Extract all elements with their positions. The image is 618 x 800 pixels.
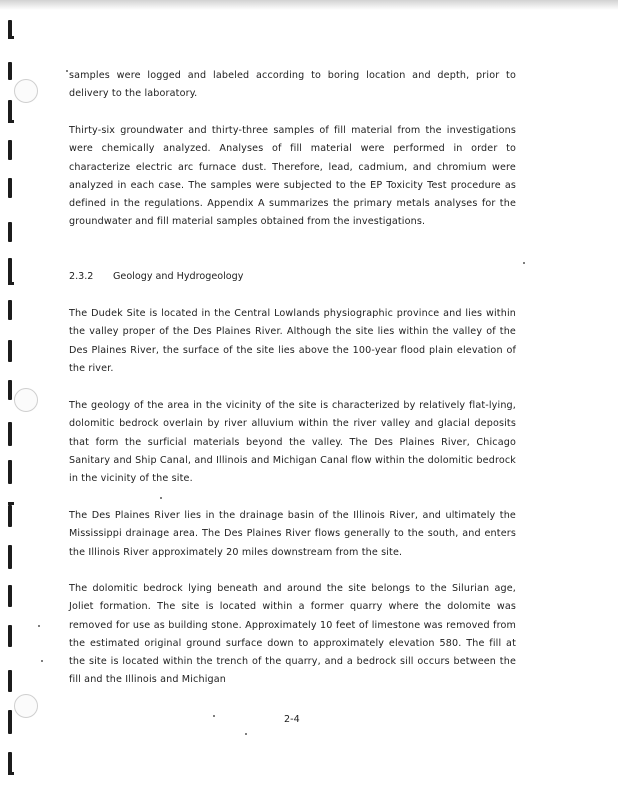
paragraph-sample-handling: samples were logged and labeled according to boring location and depth, prior to delivery to the laboratory. (69, 70, 516, 100)
binder-mark (8, 178, 12, 198)
binder-mark (8, 772, 14, 775)
punch-hole (14, 694, 38, 718)
binder-mark (8, 422, 12, 446)
page-number: 2-4 (284, 714, 300, 725)
binder-mark (8, 505, 12, 527)
binder-mark (8, 460, 12, 484)
binder-mark (8, 502, 14, 505)
scan-speck (245, 733, 247, 735)
binder-mark (8, 380, 12, 400)
binder-mark (8, 140, 12, 160)
binder-mark (8, 340, 12, 362)
paragraph-analyses: Thirty-six groundwater and thirty-three samples of fill material from the investigations were chemically analyzed. Analyses of fill material were performed in order to characterize electric arc furnace dust. Therefore, lead, cadmium, and chromium were analyzed in each case. The samples were subjected to the EP Toxicity Test procedure as defined in the regulations. Appendix A summarizes the primary metals analyses for the groundwater and fill material samples obtained from the investigations. (69, 125, 516, 228)
paragraph-bedrock: The dolomitic bedrock lying beneath and around the site belongs to the Silurian age, Joliet formation. The site is located within a former quarry where the dolomite was removed for use as building stone. Approximately 10 feet of limestone was removed from the estimated original ground surface down to approximately elevation 580. The fill at the site is located within the trench of the quarry, and a bedrock sill occurs between the fill and the Illinois and Michigan (69, 583, 516, 686)
scan-speck (523, 262, 525, 264)
section-heading (69, 268, 243, 286)
scan-edge-shadow (0, 0, 618, 10)
binder-mark (8, 222, 12, 242)
binder-mark (8, 120, 14, 123)
section-number: 2.3.2 (69, 271, 94, 282)
scan-speck (41, 660, 43, 662)
binder-mark (8, 625, 12, 647)
paragraph-drainage: The Des Plaines River lies in the drainage basin of the Illinois River, and ultimately the Mississippi drainage area. The Des Plaines River flows generally to the south, and enters the Illinois River approximately 20 miles downstream from the site. (69, 510, 516, 558)
binder-mark (8, 100, 12, 122)
punch-hole (14, 388, 38, 412)
binder-mark (8, 62, 12, 80)
binder-mark (8, 282, 14, 285)
section-title: Geology and Hydrogeology (113, 271, 244, 282)
scan-speck (66, 70, 68, 72)
binder-mark (8, 545, 12, 569)
punch-hole (14, 79, 38, 103)
scan-speck (38, 625, 40, 627)
binder-mark (8, 585, 12, 607)
scan-speck (160, 497, 162, 499)
binder-mark (8, 36, 14, 39)
binder-mark (8, 670, 12, 692)
binder-mark (8, 258, 12, 284)
scan-speck (213, 715, 215, 717)
binder-mark (8, 710, 12, 734)
paragraph-site-location: The Dudek Site is located in the Central Lowlands physiographic province and lies within the valley proper of the Des Plaines River. Although the site lies within the valley of the Des Plaines River, the surface of the site lies above the 100-year flood plain elevation of the river. (69, 308, 516, 374)
binder-mark (8, 300, 12, 320)
binder-mark (8, 752, 12, 774)
paragraph-geology: The geology of the area in the vicinity of the site is characterized by relatively flat-lying, dolomitic bedrock overlain by river alluvium within the river valley and glacial deposits that form the surficial materials beyond the valley. The Des Plaines River, Chicago Sanitary and Ship Canal, and Illinois and Michigan Canal flow within the dolomitic bedrock in the vicinity of the site. (69, 400, 516, 485)
